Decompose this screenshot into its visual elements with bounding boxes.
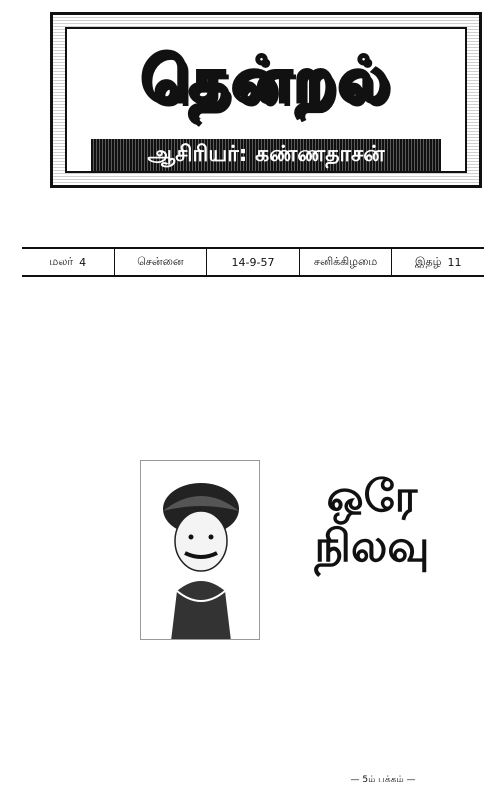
masthead-frame [65,27,467,173]
issue-cell [392,249,484,275]
city-cell [115,249,208,275]
volume-cell [22,249,115,275]
article-column-4-lower [388,540,486,770]
issue-meta-row [22,247,484,277]
volume-value: 4 [79,255,87,269]
issue-value: 11 [447,255,462,269]
continued-on-page-note: — 5ம் பக்கம் — [350,775,416,785]
article-column-1 [28,288,134,788]
masthead [50,12,482,188]
issue-label: இதழ் [414,254,442,268]
city-name: சென்னை [137,254,184,268]
portrait-drawing [141,461,260,640]
issue-date: 14-9-57 [231,255,275,269]
portrait-illustration [140,460,260,640]
article-column-3-lower [266,540,376,770]
editor-banner: ஆசிரியர்: கண்ணதாசன் [91,139,441,171]
article-headline: ஒரே நிலவு [314,471,430,572]
article-column-4 [388,288,486,454]
issue-day: சனிக்கிழமை [313,254,378,268]
day-cell [300,249,393,275]
date-cell [207,249,300,275]
article-column-2-lower [146,646,256,786]
volume-label: மலர் [49,254,74,268]
article-column-3 [266,288,376,454]
article-column-2 [146,288,256,454]
newspaper-title: தென்றல் [140,43,392,116]
